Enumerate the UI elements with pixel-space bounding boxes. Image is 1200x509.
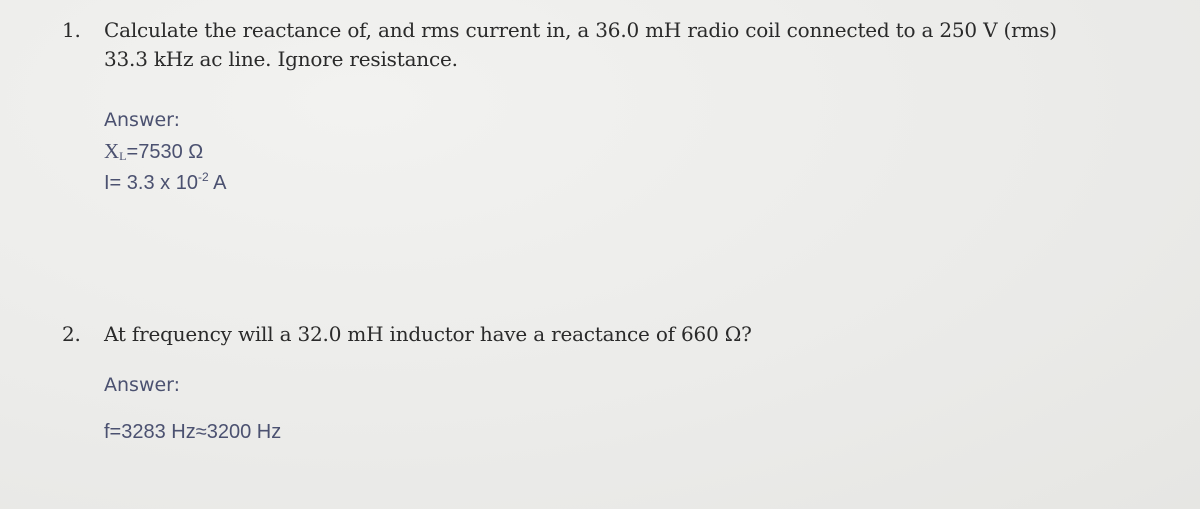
problem-1-text-line-2: 33.3 kHz ac line. Ignore resistance.	[104, 47, 458, 71]
problem-2-number: 2.	[62, 322, 81, 346]
problem-2-frequency-answer: f=3283 Hz≈3200 Hz	[104, 421, 282, 443]
problem-2-text: At frequency will a 32.0 mH inductor have a reactance of 660 Ω?	[104, 322, 752, 346]
reactance-subscript: L	[119, 149, 127, 163]
reactance-symbol: X	[104, 139, 120, 163]
problem-1-text-line-1: Calculate the reactance of, and rms current in, a 36.0 mH radio coil connected to a 250 V (rms)	[104, 18, 1057, 42]
problem-1-reactance-answer	[104, 139, 203, 164]
current-exponent: -2	[197, 170, 209, 184]
problem-2-answer-label: Answer:	[104, 374, 181, 396]
problem-1-number: 1.	[62, 18, 81, 42]
problem-1-answer-label: Answer:	[104, 109, 181, 131]
problem-1-current-answer	[104, 170, 226, 195]
current-prefix: I= 3.3 x 10	[104, 172, 198, 194]
reactance-value: =7530 Ω	[126, 141, 204, 163]
current-unit: A	[208, 172, 227, 194]
